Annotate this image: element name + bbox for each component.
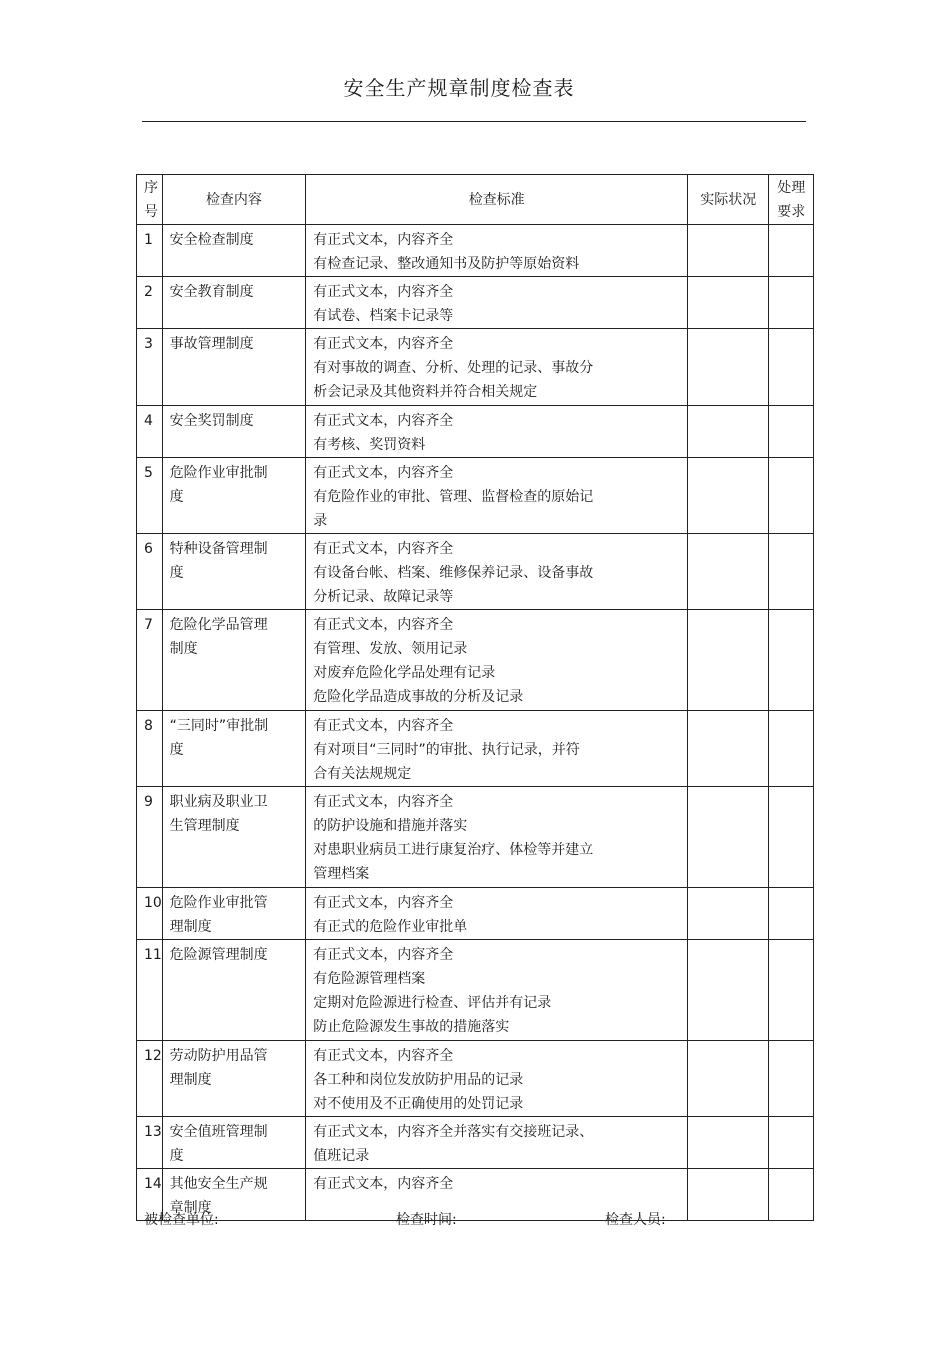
handling-requirement-cell[interactable]: [769, 329, 814, 406]
check-standard: [306, 329, 688, 406]
check-item-line: 生管理制度: [169, 818, 240, 834]
check-item: [162, 711, 306, 787]
check-standard-line: 有正式文本，内容齐全: [313, 895, 454, 911]
check-standard: [306, 787, 688, 888]
check-standard: [306, 277, 688, 329]
check-item: [162, 406, 306, 458]
header-actual: 实际状况: [688, 175, 769, 225]
check-standard-line: 危险化学品造成事故的分析及记录: [313, 689, 524, 705]
row-number: 13: [137, 1117, 163, 1169]
handling-requirement-cell[interactable]: [769, 787, 814, 888]
check-item-line: 理制度: [169, 1072, 212, 1088]
check-item-line: 度: [169, 1148, 184, 1164]
check-item: [162, 1117, 306, 1169]
actual-status-cell[interactable]: [688, 940, 769, 1041]
check-item: [162, 1041, 306, 1117]
inspection-table: [136, 174, 814, 1221]
actual-status-cell[interactable]: [688, 787, 769, 888]
check-item-line: 安全奖罚制度: [169, 413, 254, 429]
handling-requirement-cell[interactable]: [769, 534, 814, 610]
check-item: [162, 787, 306, 888]
check-standard-line: 有试卷、档案卡记录等: [313, 308, 454, 324]
footer-unit-label: 被检查单位:: [144, 1212, 219, 1228]
handling-requirement-cell[interactable]: [769, 1169, 814, 1221]
check-standard-line: 定期对危险源进行检查、评估并有记录: [313, 995, 552, 1011]
check-standard-line: 有正式文本，内容齐全: [313, 465, 454, 481]
actual-status-cell[interactable]: [688, 534, 769, 610]
check-standard-line: 有正式文本，内容齐全: [313, 1048, 454, 1064]
check-standard-line: 有正式文本，内容齐全: [313, 1176, 454, 1192]
check-standard-line: 防止危险源发生事故的措施落实: [313, 1019, 510, 1035]
check-item-line: 度: [169, 565, 184, 581]
check-item-line: “三同时”审批制: [169, 718, 269, 734]
check-standard-line: 有正式文本，内容齐全: [313, 794, 454, 810]
check-standard-line: 有正式文本，内容齐全: [313, 232, 454, 248]
check-item-line: 安全值班管理制: [169, 1124, 268, 1140]
check-item-line: 危险源管理制度: [169, 947, 268, 963]
table-row: [137, 711, 814, 787]
actual-status-cell[interactable]: [688, 1117, 769, 1169]
check-standard-line: 分析记录、故障记录等: [313, 589, 454, 605]
row-number: 3: [137, 329, 163, 406]
check-standard-line: 对不使用及不正确使用的处罚记录: [313, 1096, 524, 1112]
check-standard-line: 有正式文本，内容齐全: [313, 541, 454, 557]
check-standard-line: 各工种和岗位发放防护用品的记录: [313, 1072, 524, 1088]
footer-inspector-label: 检查人员:: [605, 1212, 666, 1228]
handling-requirement-cell[interactable]: [769, 711, 814, 787]
check-item-line: 职业病及职业卫: [169, 794, 268, 810]
check-standard-line: 录: [313, 513, 328, 529]
table-row: [137, 277, 814, 329]
actual-status-cell[interactable]: [688, 225, 769, 277]
check-item-line: 度: [169, 489, 184, 505]
check-standard-line: 值班记录: [313, 1148, 370, 1164]
check-item-line: 事故管理制度: [169, 336, 254, 352]
row-number: 14: [137, 1169, 163, 1221]
table-row: [137, 610, 814, 711]
actual-status-cell[interactable]: [688, 329, 769, 406]
check-item: [162, 458, 306, 534]
check-standard-line: 的防护设施和措施并落实: [313, 818, 468, 834]
check-item-line: 危险作业审批管: [169, 895, 268, 911]
check-item-line: 危险作业审批制: [169, 465, 268, 481]
handling-requirement-cell[interactable]: [769, 225, 814, 277]
check-item: [162, 277, 306, 329]
check-item-line: 劳动防护用品管: [169, 1048, 268, 1064]
table-row: [137, 888, 814, 940]
header-item: 检查内容: [162, 175, 306, 225]
actual-status-cell[interactable]: [688, 610, 769, 711]
header-no: 序 号: [137, 175, 163, 225]
check-standard: [306, 888, 688, 940]
check-standard-line: 管理档案: [313, 866, 370, 882]
row-number: 5: [137, 458, 163, 534]
check-standard-line: 有正式的危险作业审批单: [313, 919, 468, 935]
row-number: 1: [137, 225, 163, 277]
actual-status-cell[interactable]: [688, 277, 769, 329]
table-row: [137, 1169, 814, 1221]
check-standard: [306, 225, 688, 277]
check-item: [162, 329, 306, 406]
handling-requirement-cell[interactable]: [769, 458, 814, 534]
actual-status-cell[interactable]: [688, 888, 769, 940]
check-item: [162, 888, 306, 940]
check-item-line: 理制度: [169, 919, 212, 935]
check-standard-line: 有检查记录、整改通知书及防护等原始资料: [313, 256, 580, 272]
row-number: 9: [137, 787, 163, 888]
check-standard-line: 有正式文本，内容齐全: [313, 336, 454, 352]
check-standard-line: 有正式文本，内容齐全: [313, 284, 454, 300]
check-item-line: 特种设备管理制: [169, 541, 268, 557]
check-standard-line: 有管理、发放、领用记录: [313, 641, 468, 657]
row-number: 11: [137, 940, 163, 1041]
check-item-line: 安全教育制度: [169, 284, 254, 300]
header-standard: 检查标准: [306, 175, 688, 225]
row-number: 12: [137, 1041, 163, 1117]
check-item-line: 其他安全生产规: [169, 1176, 268, 1192]
check-standard: [306, 940, 688, 1041]
check-standard-line: 有正式文本，内容齐全并落实有交接班记录、: [313, 1124, 594, 1140]
row-number: 2: [137, 277, 163, 329]
row-number: 7: [137, 610, 163, 711]
table-row: [137, 940, 814, 1041]
check-standard-line: 有正式文本，内容齐全: [313, 947, 454, 963]
actual-status-cell[interactable]: [688, 1041, 769, 1117]
table-row: [137, 329, 814, 406]
check-item-line: 度: [169, 742, 184, 758]
check-standard-line: 有对事故的调查、分析、处理的记录、事故分: [313, 360, 594, 376]
check-item: [162, 940, 306, 1041]
check-standard: [306, 458, 688, 534]
check-standard: [306, 406, 688, 458]
handling-requirement-cell[interactable]: [769, 277, 814, 329]
table-row: [137, 406, 814, 458]
actual-status-cell[interactable]: [688, 406, 769, 458]
handling-requirement-cell[interactable]: [769, 940, 814, 1041]
table-row: [137, 787, 814, 888]
row-number: 10: [137, 888, 163, 940]
check-standard-line: 有正式文本，内容齐全: [313, 413, 454, 429]
check-standard: [306, 711, 688, 787]
row-number: 8: [137, 711, 163, 787]
check-standard-line: 对患职业病员工进行康复治疗、体检等并建立: [313, 842, 594, 858]
check-standard: [306, 534, 688, 610]
table-row: [137, 1117, 814, 1169]
check-item-line: 安全检查制度: [169, 232, 254, 248]
check-standard-line: 有危险作业的审批、管理、监督检查的原始记: [313, 489, 594, 505]
row-number: 4: [137, 406, 163, 458]
table-header-row: [137, 175, 814, 225]
check-item: [162, 534, 306, 610]
title-underline: [142, 121, 806, 122]
table-row: [137, 1041, 814, 1117]
check-standard: [306, 610, 688, 711]
actual-status-cell[interactable]: [688, 1169, 769, 1221]
check-item-line: 制度: [169, 641, 198, 657]
table-row: [137, 225, 814, 277]
check-standard: [306, 1041, 688, 1117]
check-standard: [306, 1117, 688, 1169]
handling-requirement-cell[interactable]: [769, 610, 814, 711]
table-row: [137, 458, 814, 534]
check-standard-line: 析会记录及其他资料并符合相关规定: [313, 384, 538, 400]
actual-status-cell[interactable]: [688, 458, 769, 534]
row-number: 6: [137, 534, 163, 610]
handling-requirement-cell[interactable]: [769, 1117, 814, 1169]
check-standard-line: 对废弃危险化学品处理有记录: [313, 665, 496, 681]
check-standard-line: 有设备台帐、档案、维修保养记录、设备事故: [313, 565, 594, 581]
check-item-line: 危险化学品管理: [169, 617, 268, 633]
check-standard-line: 有考核、奖罚资料: [313, 437, 426, 453]
handling-requirement-cell[interactable]: [769, 1041, 814, 1117]
check-standard-line: 有对项目“三同时”的审批、执行记录，并符: [313, 742, 580, 758]
check-item: [162, 225, 306, 277]
page-title: 安全生产规章制度检查表: [343, 76, 575, 100]
handling-requirement-cell[interactable]: [769, 888, 814, 940]
check-standard-line: 有正式文本，内容齐全: [313, 718, 454, 734]
handling-requirement-cell[interactable]: [769, 406, 814, 458]
footer-time-label: 检查时间:: [396, 1212, 457, 1228]
check-item-line: 章制度: [169, 1200, 212, 1216]
check-standard-line: 合有关法规规定: [313, 766, 412, 782]
check-standard-line: 有正式文本，内容齐全: [313, 617, 454, 633]
check-item: [162, 610, 306, 711]
table-row: [137, 534, 814, 610]
check-standard-line: 有危险源管理档案: [313, 971, 426, 987]
header-requirement: 处理 要求: [769, 175, 814, 225]
actual-status-cell[interactable]: [688, 711, 769, 787]
